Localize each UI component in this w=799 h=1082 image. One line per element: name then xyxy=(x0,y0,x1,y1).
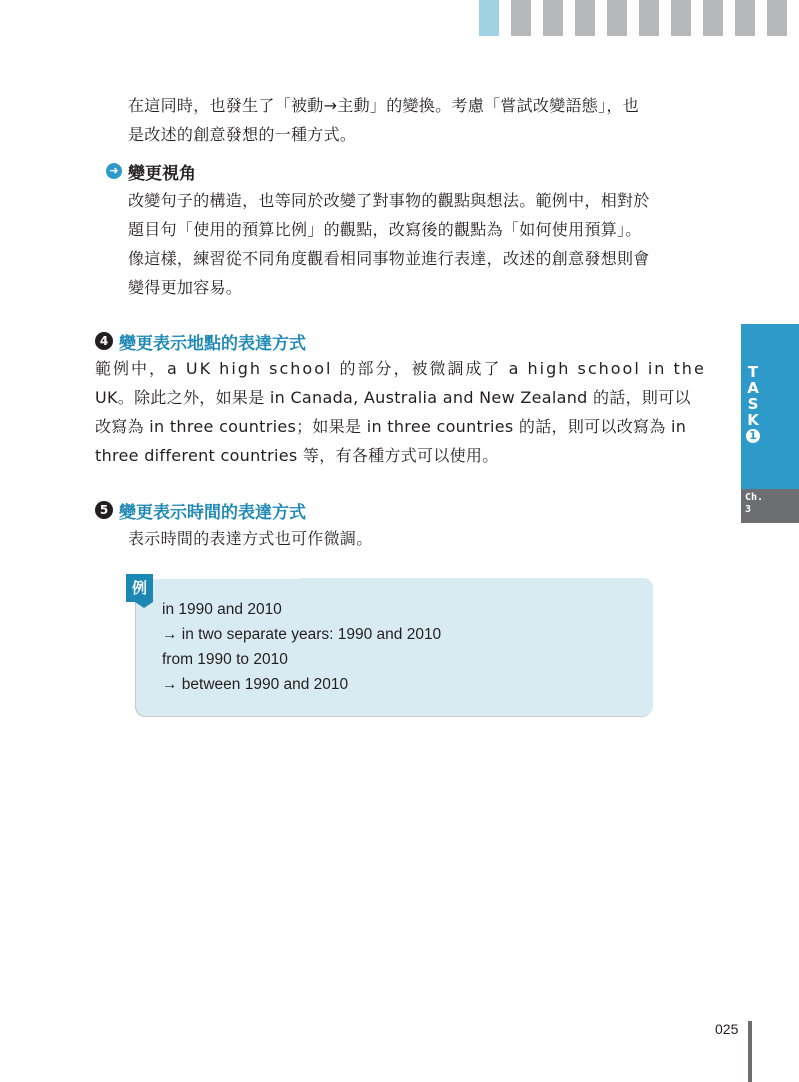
page-number-rule xyxy=(748,1021,752,1082)
section-title: 變更表示時間的表達方式 xyxy=(119,502,306,523)
text-line: UK。除此之外，如果是 in Canada, Australia and New Zealand 的話，則可以 xyxy=(95,388,691,407)
text-line: 在這同時，也發生了「被動→主動」的變換。考慮「嘗試改變語態」，也 xyxy=(128,96,640,115)
subsection-title: 變更視角 xyxy=(128,163,196,184)
header-bar xyxy=(543,0,563,36)
example-line: → in two separate years: 1990 and 2010 xyxy=(162,626,442,643)
example-line: in 1990 and 2010 xyxy=(162,601,282,618)
section-heading-time xyxy=(95,497,306,523)
place-paragraph xyxy=(95,354,708,470)
example-lines xyxy=(162,597,441,697)
task-number-badge: 1 xyxy=(746,429,760,443)
text-line: 變得更加容易。 xyxy=(128,278,243,297)
section-number-badge: 4 xyxy=(95,332,113,350)
text-line: 改變句子的構造，也等同於改變了對事物的觀點與想法。範例中，相對於 xyxy=(128,191,650,210)
text-line: three different countries 等，有各種方式可以使用。 xyxy=(95,446,499,465)
chapter-text: Ch. xyxy=(745,492,764,503)
header-bar xyxy=(671,0,691,36)
section-heading-place xyxy=(95,328,306,354)
task-letter: S xyxy=(747,395,759,413)
chapter-side-tab xyxy=(741,489,799,523)
section-title: 變更表示地點的表達方式 xyxy=(119,333,306,354)
task-label xyxy=(746,364,760,443)
task-letter: T xyxy=(747,363,759,381)
page-number: 025 xyxy=(715,1021,739,1037)
header-bar xyxy=(703,0,723,36)
text-line: 是改述的創意發想的一種方式。 xyxy=(128,125,357,144)
example-line: from 1990 to 2010 xyxy=(162,651,288,668)
header-decoration-bars xyxy=(479,0,799,36)
intro-paragraph xyxy=(128,91,718,149)
example-tag-tail xyxy=(135,602,153,608)
header-bar xyxy=(607,0,627,36)
example-line: → between 1990 and 2010 xyxy=(162,676,349,693)
arrow-circle-icon: ➜ xyxy=(106,163,122,179)
text-line: 範例中，a UK high school 的部分，被微調成了 a high school in the xyxy=(95,359,706,378)
header-bar xyxy=(575,0,595,36)
example-box-divider xyxy=(150,578,300,579)
chapter-label xyxy=(745,492,763,516)
text-line: 題目句「使用的預算比例」的觀點，改寫後的觀點為「如何使用預算」。 xyxy=(128,220,642,239)
header-bar xyxy=(511,0,531,36)
example-tag: 例 xyxy=(126,574,153,602)
header-bar xyxy=(639,0,659,36)
task-side-tab xyxy=(741,324,799,489)
task-letter: K xyxy=(747,411,759,429)
task-letter: A xyxy=(747,379,759,397)
header-bar xyxy=(767,0,787,36)
header-bar xyxy=(479,0,499,36)
section-number-badge: 5 xyxy=(95,501,113,519)
chapter-number: 3 xyxy=(745,504,752,515)
header-bar xyxy=(735,0,755,36)
time-paragraph: 表示時間的表達方式也可作微調。 xyxy=(128,529,373,548)
viewpoint-paragraph xyxy=(128,186,718,302)
text-line: 改寫為 in three countries；如果是 in three countries 的話，則可以改寫為 in xyxy=(95,417,687,436)
subsection-heading-viewpoint xyxy=(106,158,196,184)
text-line: 像這樣，練習從不同角度觀看相同事物並進行表達，改述的創意發想則會 xyxy=(128,249,650,268)
